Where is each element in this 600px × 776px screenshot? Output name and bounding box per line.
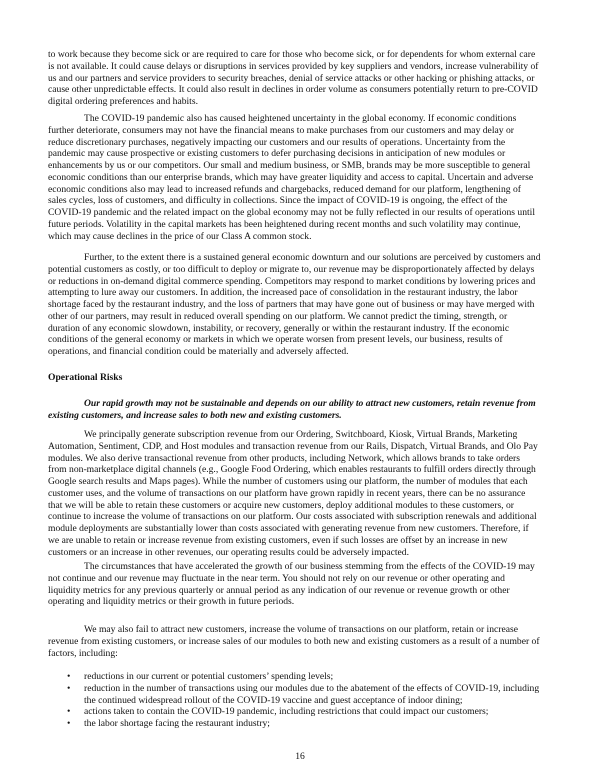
paragraph-continuation: [48, 49, 556, 108]
text-line: us and our partners and service providers to security breaches, denial of service attacks or other hacking or phishing attacks, or: [48, 72, 535, 84]
text-line: other of our partners, may result in reduced overall spending on our platform. We cannot predict the timing, strength, or: [48, 310, 508, 322]
text-line: to work because they become sick or are required to care for those who become sick, or for dependents for whom external care: [48, 49, 536, 60]
text-line: Automation, Sentiment, CDP, and Host modules and transaction revenue from our Rails, Dispatch, Virtual Brands, and Olo Pay: [48, 440, 538, 452]
text-line: potential customers as costly, or too difficult to deploy or migrate to, our revenue may be disproportionately affected by delays: [48, 263, 535, 275]
text-line: The COVID-19 pandemic also has caused heightened uncertainty in the global economy. If economic conditions: [84, 113, 517, 124]
text-line: The circumstances that have accelerated the growth of our business stemming from the effects of the COVID-19 may: [84, 561, 535, 572]
risk-factor-heading: [48, 398, 558, 422]
text-line: cause other unpredictable effects. It could also result in declines in order volume as consumers potentially return to pre-COVID: [48, 84, 538, 96]
text-line: the continued widespread rollout of the COVID-19 vaccine and guest acceptance of indoor dining;: [84, 694, 463, 706]
text-line: further deteriorate, consumers may not have the financial means to make purchases from our customers and may delay or: [48, 124, 514, 136]
section-heading: Operational Risks: [48, 372, 123, 383]
text-line: Further, to the extent there is a sustained general economic downturn and our solutions are perceived by customers and: [84, 252, 541, 263]
text-line: not continue and our revenue may fluctuate in the near term. You should not rely on our revenue or other operating and: [48, 572, 505, 584]
paragraph-economic-downturn: [48, 252, 556, 358]
bullet-icon: •: [67, 706, 71, 718]
text-line: COVID-19 pandemic and the related impact on the global economy may not be fully reflected in our results of operations until: [48, 207, 536, 218]
list-item: [48, 671, 558, 683]
text-line: economic conditions than our enterprise brands, which may have greater liquidity and access to capital. Uncertain and adverse: [48, 171, 534, 183]
bullet-icon: •: [67, 718, 71, 729]
text-line: factors, including:: [48, 647, 118, 659]
text-line: Google search results and Maps pages). While the number of customers using our platform, the number of modules that each: [48, 476, 528, 487]
text-line: shortage faced by the restaurant industry, and the loss of partners that may have gone out of business or may have merged with: [48, 299, 535, 310]
text-line: future periods. Volatility in the capital markets has been heightened during recent months and such volatility may continue,: [48, 218, 521, 230]
text-line: Our rapid growth may not be sustainable and depends on our ability to attract new customers, retain revenue from: [84, 398, 536, 409]
paragraph-covid-growth: [48, 561, 556, 608]
text-line: we are unable to retain or increase revenue from existing customers, even if such losses are offset by an increase in new: [48, 534, 508, 546]
bullet-icon: •: [67, 671, 71, 682]
text-line: conditions of the general economy or markets in which we operate worsen from present levels, our business, results of: [48, 334, 503, 346]
text-line: is not available. It could cause delays or disruptions in services provided by key suppliers and vendors, increase vulnerability of: [48, 60, 539, 72]
paragraph-fail-to-attract: [48, 624, 556, 659]
text-line: customers or an increase in other revenues, our operating results could be adversely impacted.: [48, 546, 409, 558]
text-line: pandemic may cause prospective or existing customers to defer purchasing decisions in anticipation of new modules or: [48, 148, 506, 160]
text-line: liquidity metrics for any previous quarterly or annual period as any indication of our revenue or revenue growth or other: [48, 584, 510, 596]
text-line: operating and liquidity metrics or their growth in future periods.: [48, 596, 295, 608]
text-line: the labor shortage facing the restaurant industry;: [84, 718, 270, 729]
text-line: customer uses, and the volume of transactions on our platform have grown rapidly in recent years, there can be no assurance: [48, 487, 526, 499]
text-line: actions taken to contain the COVID-19 pandemic, including restrictions that could impact our customers;: [84, 706, 489, 718]
text-line: enhancements by us or our competitors. Our small and medium business, or SMB, brands may be more susceptible to general: [48, 160, 531, 171]
text-line: modules. We also derive transactional revenue from other products, including Network, which allows brands to take orders: [48, 452, 520, 464]
list-item: [48, 683, 558, 707]
text-line: operations, and financial condition could be materially and adversely affected.: [48, 346, 349, 357]
text-line: module deployments are substantially lower than costs associated with generating revenue from new customers. Therefore, if: [48, 523, 529, 534]
text-line: We may also fail to attract new customers, increase the volume of transactions on our platform, retain or increase: [84, 624, 518, 635]
text-line: economic conditions also may lead to increased refunds and chargebacks, reduced demand for our platform, lengthening of: [48, 183, 521, 195]
list-item: [48, 706, 558, 718]
text-line: that we will be able to retain these customers or acquire new customers, deploy additional modules to these customers, or: [48, 499, 514, 511]
text-line: reduce discretionary purchases, negatively impacting our customers and our results of operations. Uncertainty from the: [48, 136, 506, 148]
text-line: sales cycles, loss of customers, and difficulty in collections. Since the impact of COVID-19 is ongoing, the effect of the: [48, 195, 508, 207]
text-line: which may cause declines in the price of our Class A common stock.: [48, 230, 312, 242]
factors-list: [48, 671, 558, 730]
paragraph-covid-uncertainty: [48, 113, 556, 242]
text-line: attempting to lure away our customers. In addition, the increased pace of consolidation in the restaurant industry, the labor: [48, 287, 518, 299]
text-line: reductions in our current or potential customers’ spending levels;: [84, 671, 334, 682]
text-line: reduction in the number of transactions using our modules due to the abatement of the effects of COVID-19, including: [84, 682, 540, 694]
list-item: [48, 718, 558, 730]
text-line: or reductions in on-demand digital commerce spending. Competitors may respond to market conditions by lowering prices and: [48, 275, 536, 287]
text-line: digital ordering preferences and habits.: [48, 96, 198, 107]
page-number: 16: [295, 751, 305, 762]
text-line: duration of any economic slowdown, instability, or recovery, generally or within the restaurant industry. If the economic: [48, 322, 510, 334]
text-line: revenue from existing customers, or increase sales of our modules to both new and existing customers as a result of a number of: [48, 635, 540, 647]
text-line: We principally generate subscription revenue from our Ordering, Switchboard, Kiosk, Virtual Brands, Marketing: [84, 429, 518, 440]
text-line: existing customers, and increase sales to both new and existing customers.: [48, 409, 342, 421]
text-line: continue to increase the volume of transactions on our platform. Our costs associated with subscription renewals and additional: [48, 511, 537, 523]
bullet-icon: •: [67, 682, 71, 694]
paragraph-subscription-revenue: [48, 429, 556, 558]
text-line: from non-marketplace digital channels (e.g., Google Food Ordering, which enables restaurants to fulfill orders directly through: [48, 464, 536, 476]
